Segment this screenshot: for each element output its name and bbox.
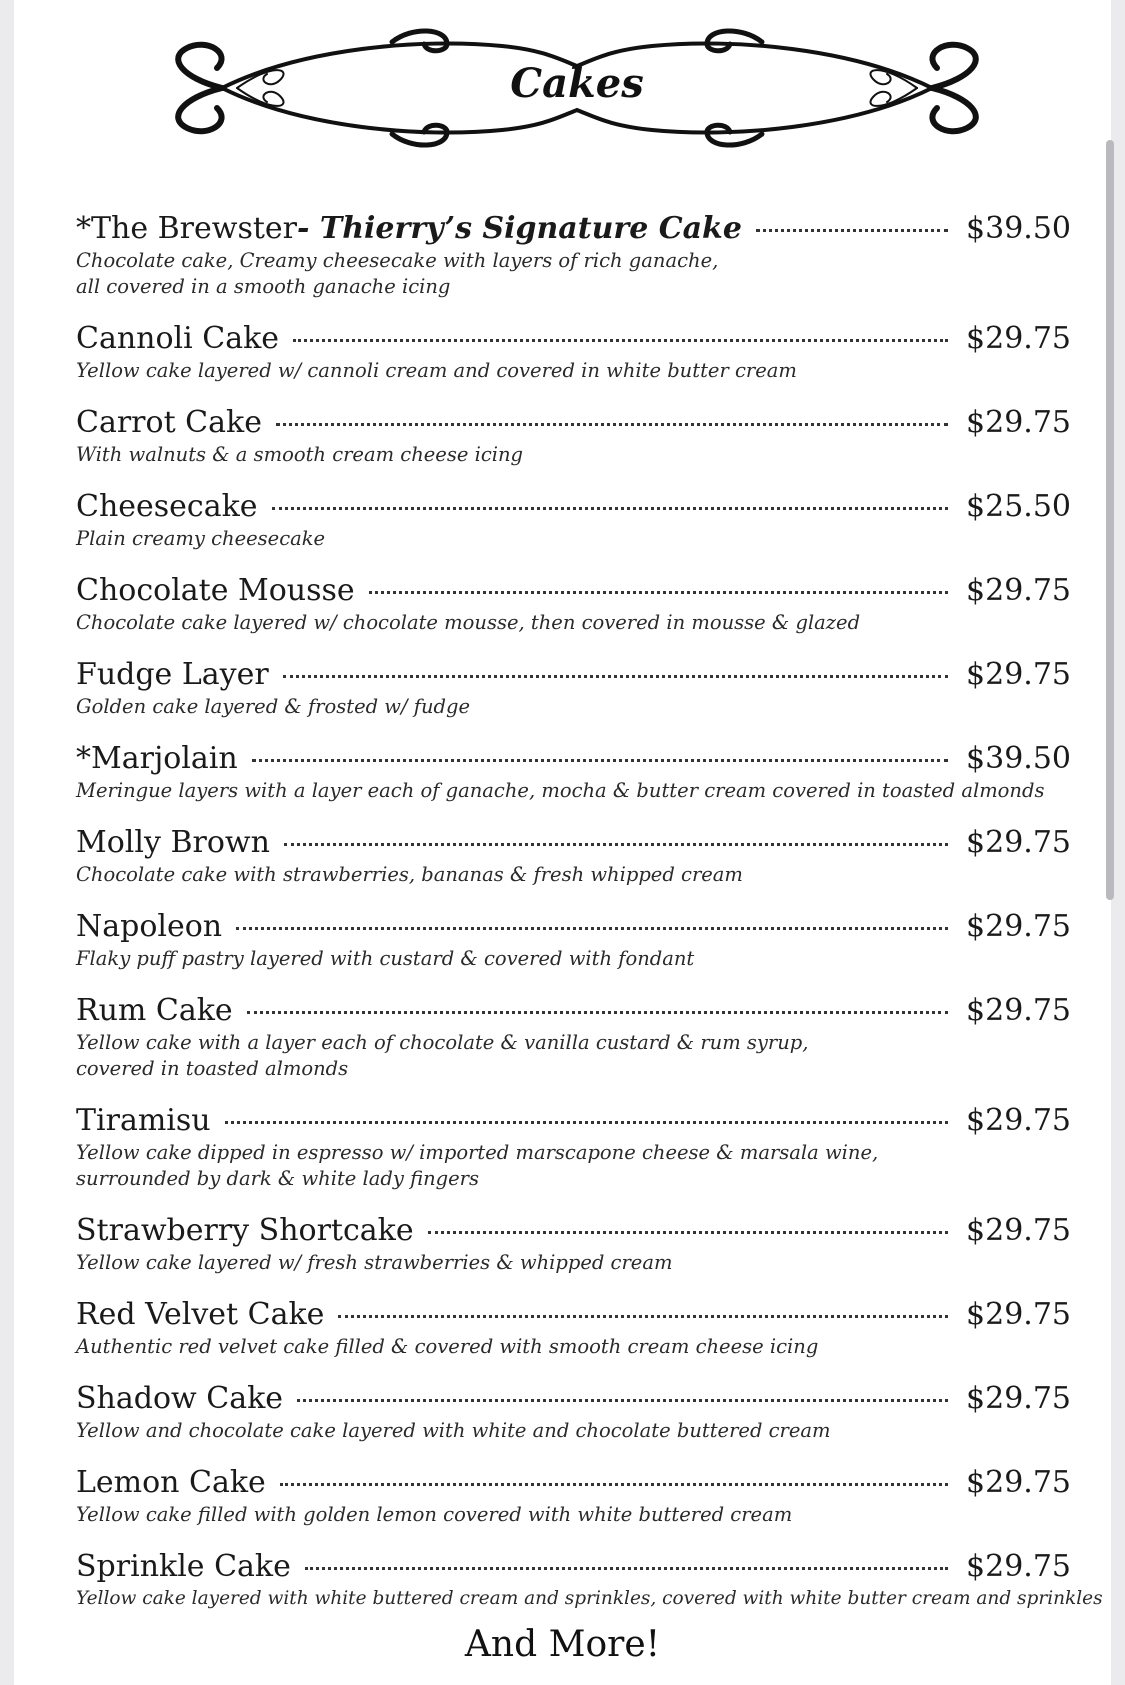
dot-leader: [252, 759, 948, 762]
menu-item: [76, 404, 1071, 488]
item-description: Chocolate cake layered w/ chocolate mousse, then covered in mousse & glazed: [76, 611, 861, 634]
menu-list: [76, 210, 1103, 1632]
menu-page: [14, 0, 1111, 1685]
dot-leader: [293, 339, 948, 342]
item-name: Carrot Cake: [76, 405, 262, 440]
item-description: Yellow cake layered with white buttered cream and sprinkles, covered with white butter cream and sprinkles: [76, 1588, 1103, 1609]
item-description: Yellow cake layered w/ fresh strawberries & whipped cream: [76, 1251, 673, 1274]
menu-item: [76, 1464, 1071, 1548]
menu-header: [162, 18, 992, 158]
item-subtitle: - Thierry’s Signature Cake: [297, 211, 742, 246]
item-name: Chocolate Mousse: [76, 573, 355, 608]
item-price: $39.50: [966, 741, 1071, 776]
item-name: *The Brewster: [76, 211, 297, 246]
item-name: Napoleon: [76, 909, 223, 944]
item-price: $29.75: [966, 1297, 1071, 1332]
item-description: Yellow cake dipped in espresso w/ imported marscapone cheese & marsala wine,: [76, 1141, 879, 1164]
menu-item: [76, 320, 1071, 404]
item-name: Tiramisu: [76, 1103, 211, 1138]
item-price: $29.75: [966, 825, 1071, 860]
item-description: Plain creamy cheesecake: [76, 527, 326, 550]
item-price: $29.75: [966, 657, 1071, 692]
item-name: Molly Brown: [76, 825, 270, 860]
item-description: Yellow and chocolate cake layered with white and chocolate buttered cream: [76, 1419, 831, 1442]
item-description: With walnuts & a smooth cream cheese icing: [76, 443, 524, 466]
item-name: Cheesecake: [76, 489, 258, 524]
item-description: Golden cake layered & frosted w/ fudge: [76, 695, 471, 718]
item-description: surrounded by dark & white lady fingers: [76, 1167, 480, 1190]
item-name: Cannoli Cake: [76, 321, 280, 356]
dot-leader: [756, 229, 948, 232]
menu-item: [76, 992, 1071, 1102]
item-price: $29.75: [966, 1381, 1071, 1416]
item-name: Rum Cake: [76, 993, 233, 1028]
menu-item: [76, 488, 1071, 572]
dot-leader: [369, 591, 948, 594]
item-price: $29.75: [966, 1549, 1071, 1584]
page-title: Cakes: [510, 60, 644, 107]
menu-item: [76, 824, 1071, 908]
item-price: $25.50: [966, 489, 1071, 524]
menu-item: [76, 1102, 1071, 1212]
menu-item: [76, 1296, 1071, 1380]
item-name: Red Velvet Cake: [76, 1297, 325, 1332]
item-price: $29.75: [966, 993, 1071, 1028]
item-name: Shadow Cake: [76, 1381, 284, 1416]
item-description: Chocolate cake, Creamy cheesecake with layers of rich ganache,: [76, 249, 719, 272]
item-description: Yellow cake filled with golden lemon covered with white buttered cream: [76, 1503, 793, 1526]
item-description: Yellow cake with a layer each of chocolate & vanilla custard & rum syrup,: [76, 1031, 809, 1054]
item-name: Sprinkle Cake: [76, 1549, 291, 1584]
item-price: $29.75: [966, 1465, 1071, 1500]
footer-text: And More!: [464, 1624, 661, 1665]
item-price: $29.75: [966, 1103, 1071, 1138]
item-description: covered in toasted almonds: [76, 1057, 349, 1080]
dot-leader: [272, 507, 948, 510]
menu-item: [76, 908, 1071, 992]
menu-item: [76, 740, 1071, 824]
dot-leader: [276, 423, 948, 426]
dot-leader: [338, 1315, 948, 1318]
item-description: Authentic red velvet cake filled & covered with smooth cream cheese icing: [76, 1335, 819, 1358]
item-name: Lemon Cake: [76, 1465, 266, 1500]
dot-leader: [284, 843, 948, 846]
item-name: Strawberry Shortcake: [76, 1213, 414, 1248]
item-name: Fudge Layer: [76, 657, 269, 692]
dot-leader: [280, 1483, 948, 1486]
dot-leader: [305, 1567, 948, 1570]
menu-item: [76, 210, 1071, 320]
menu-item: [76, 1380, 1071, 1464]
menu-item: [76, 572, 1071, 656]
dot-leader: [283, 675, 948, 678]
menu-item: [76, 1548, 1103, 1632]
item-description: Chocolate cake with strawberries, bananas & fresh whipped cream: [76, 863, 743, 886]
item-price: $29.75: [966, 321, 1071, 356]
item-description: Meringue layers with a layer each of ganache, mocha & butter cream covered in toasted almonds: [76, 779, 1045, 802]
dot-leader: [428, 1231, 948, 1234]
dot-leader: [225, 1121, 948, 1124]
item-price: $29.75: [966, 405, 1071, 440]
item-price: $39.50: [966, 211, 1071, 246]
item-description: Flaky puff pastry layered with custard & covered with fondant: [76, 947, 695, 970]
menu-item: [76, 656, 1071, 740]
item-name: *Marjolain: [76, 741, 238, 776]
item-price: $29.75: [966, 573, 1071, 608]
item-price: $29.75: [966, 909, 1071, 944]
dot-leader: [236, 927, 948, 930]
dot-leader: [247, 1011, 948, 1014]
menu-item: [76, 1212, 1071, 1296]
dot-leader: [297, 1399, 948, 1402]
item-description: Yellow cake layered w/ cannoli cream and covered in white butter cream: [76, 359, 797, 382]
item-price: $29.75: [966, 1213, 1071, 1248]
vertical-scrollbar[interactable]: [1106, 140, 1114, 900]
item-description: all covered in a smooth ganache icing: [76, 275, 451, 298]
